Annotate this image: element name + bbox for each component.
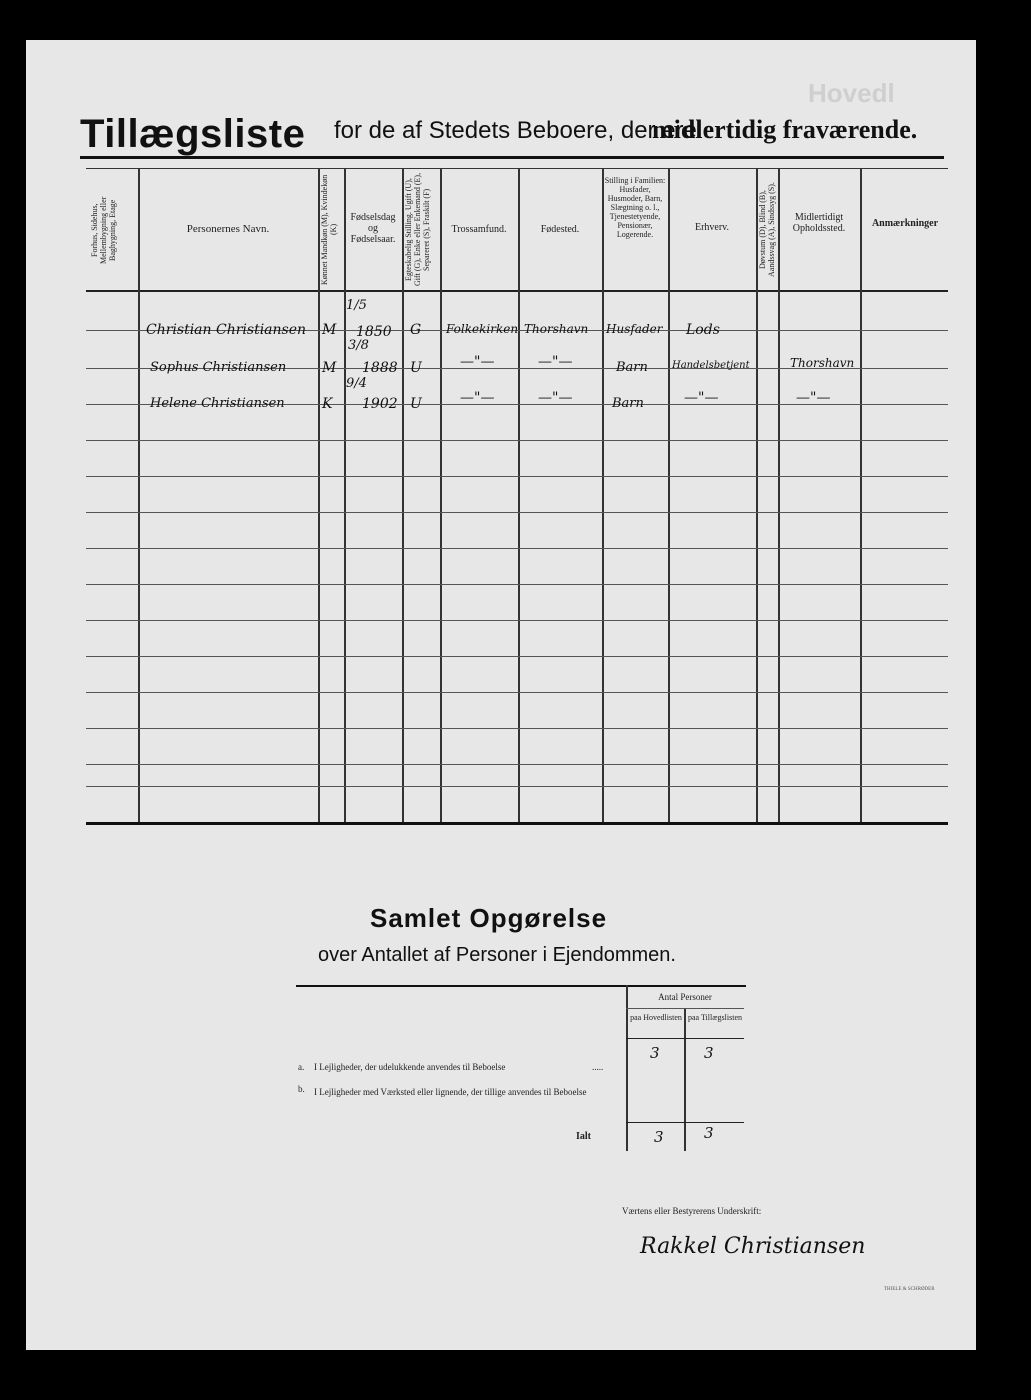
birth-year: 1888 bbox=[362, 360, 398, 376]
person-name: Helene Christiansen bbox=[150, 396, 285, 411]
summary-title: Samlet Opgørelse bbox=[370, 903, 608, 933]
line-a-supp: 3 bbox=[704, 1044, 714, 1062]
religion: Folkekirken bbox=[446, 322, 519, 336]
header-family-position: Stilling i Familien: Husfader, Husmoder, Barn, Slægtning o. l., Tjenestetyende, Pensionær, Logerende. bbox=[604, 176, 666, 239]
family-position: Husfader bbox=[606, 322, 663, 336]
census-form-page bbox=[26, 40, 976, 1350]
summary-col-main: paa Hovedlisten bbox=[630, 1013, 682, 1022]
header-occupation: Erhverv. bbox=[694, 222, 730, 233]
line-a-text: I Lejligheder, der udelukkende anvendes til Beboelse bbox=[314, 1062, 506, 1072]
occupation: Lods bbox=[686, 322, 720, 338]
person-name: Sophus Christiansen bbox=[150, 360, 287, 375]
marital-status: G bbox=[410, 322, 422, 338]
summary-col-supp: paa Tillægslisten bbox=[687, 1013, 742, 1022]
summary-col-group: Antal Personer bbox=[658, 992, 712, 1002]
temp-residence: —"— bbox=[796, 390, 831, 406]
religion: —"— bbox=[460, 390, 495, 406]
leader-dots: ..... bbox=[592, 1062, 604, 1072]
form-subtitle-bold: midlertidig fraværende. bbox=[652, 115, 918, 144]
birth-day: 3/8 bbox=[348, 338, 369, 353]
line-a-main: 3 bbox=[650, 1044, 660, 1062]
header-disability: Døvstum (D), Blind (B), Aandssvag (A), Sindssyg (S). bbox=[758, 182, 776, 277]
birth-year: 1902 bbox=[362, 396, 398, 412]
person-gender: M bbox=[322, 360, 337, 376]
header-gender: Kønnet Mandkøn (M), Kvindekøn (K) bbox=[320, 174, 338, 285]
birthplace: —"— bbox=[538, 390, 573, 406]
form-title: Tillægsliste bbox=[80, 112, 306, 156]
signature-label: Værtens eller Bestyrerens Underskrift: bbox=[622, 1206, 762, 1216]
total-supp: 3 bbox=[704, 1124, 714, 1142]
signature: Rakkel Christiansen bbox=[640, 1234, 866, 1259]
religion: —"— bbox=[460, 354, 495, 370]
line-b-prefix: b. bbox=[298, 1084, 305, 1094]
line-a-prefix: a. bbox=[298, 1062, 305, 1072]
header-marital: Egteskabelig Stilling. Ugift (U), Gift (G), Enke eller Enkemand (E), Separeret (S), Fraskilt (F) bbox=[404, 172, 431, 287]
marital-status: U bbox=[410, 396, 422, 412]
header-temp-residence: Midlertidigt Opholdssted. bbox=[792, 212, 846, 234]
family-position: Barn bbox=[616, 360, 648, 375]
header-name: Personernes Navn. bbox=[186, 223, 270, 235]
family-position: Barn bbox=[612, 396, 644, 411]
birth-year: 1850 bbox=[356, 324, 392, 340]
total-main: 3 bbox=[654, 1128, 664, 1146]
faint-stamp: Hovedl bbox=[808, 78, 895, 108]
line-b-text: I Lejligheder med Værksted eller lignende, der tillige anvendes til Beboelse bbox=[314, 1087, 587, 1097]
header-remarks: Anmærkninger bbox=[871, 218, 939, 229]
header-building: Forhus, Sidehus, Mellembygning eller Baghygning, Etage bbox=[90, 196, 117, 265]
occupation: Handelsbetjent bbox=[672, 360, 750, 371]
form-subtitle: for de af Stedets Beboere, der ere bbox=[334, 117, 697, 144]
occupation: —"— bbox=[684, 390, 719, 406]
header-religion: Trossamfund. bbox=[451, 224, 507, 235]
total-label: Ialt bbox=[576, 1131, 591, 1142]
header-birthplace: Fødested. bbox=[540, 224, 580, 235]
summary-subtitle: over Antallet af Personer i Ejendommen. bbox=[318, 944, 676, 966]
person-name: Christian Christiansen bbox=[146, 322, 307, 338]
header-birth: Fødselsdag og Fødselsaar. bbox=[350, 212, 396, 245]
printer-mark: THIELE & SCHRØDER bbox=[884, 1287, 935, 1292]
birth-day: 1/5 bbox=[346, 298, 367, 313]
person-gender: K bbox=[322, 396, 333, 412]
temp-residence: Thorshavn bbox=[790, 356, 855, 370]
birthplace: Thorshavn bbox=[524, 322, 589, 336]
marital-status: U bbox=[410, 360, 422, 376]
birthplace: —"— bbox=[538, 354, 573, 370]
person-gender: M bbox=[322, 322, 337, 338]
title-rule bbox=[80, 156, 944, 159]
birth-day: 9/4 bbox=[346, 376, 367, 391]
